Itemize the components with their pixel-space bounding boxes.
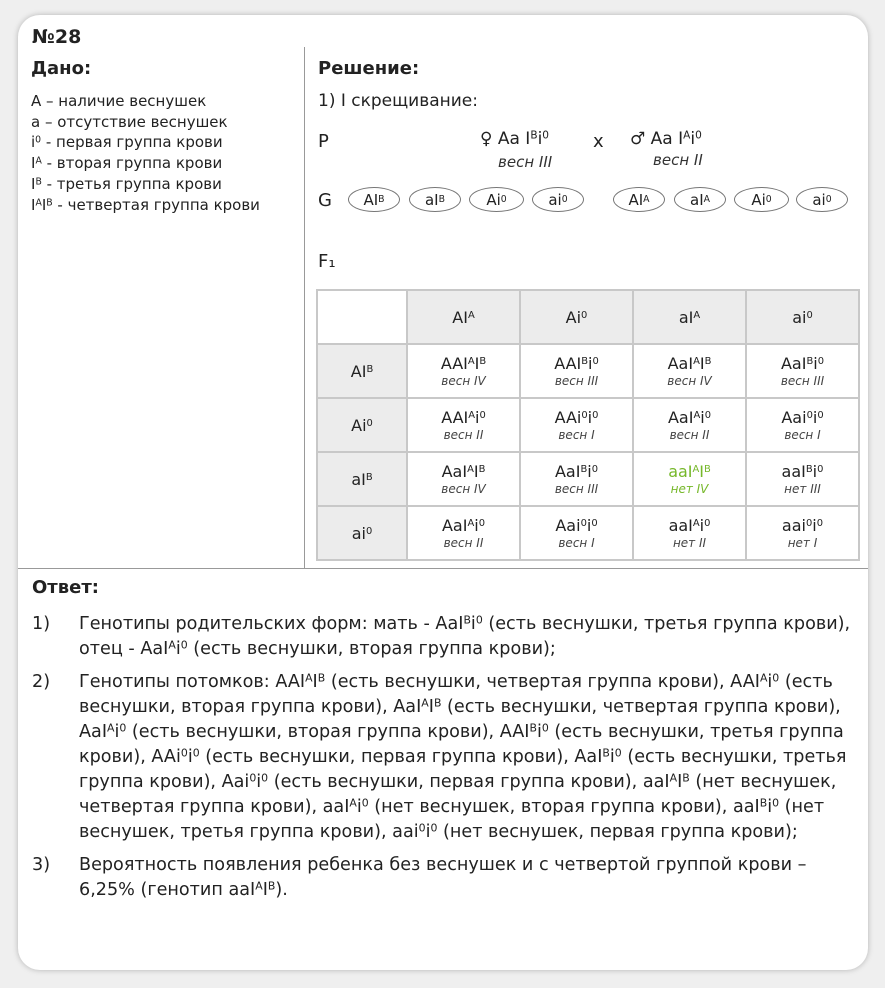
offspring-genotype: $AAi^0i^0$ xyxy=(554,408,599,427)
offspring-genotype: $Aai^0i^0$ xyxy=(781,408,824,427)
male-genotype: Aa $I^Ai^0$ xyxy=(650,129,702,149)
offspring-genotype: $aaI^AI^B$ xyxy=(668,462,711,481)
offspring-phenotype: нет II xyxy=(672,536,707,550)
offspring-genotype: $aaI^Bi^0$ xyxy=(781,462,824,481)
given-line: А – наличие веснушек xyxy=(31,92,207,110)
offspring-cell xyxy=(746,398,859,452)
offspring-cell xyxy=(520,506,633,560)
offspring-phenotype: весн IV xyxy=(441,482,486,496)
row-header: $ai^0$ xyxy=(317,506,407,560)
row-header: Ai$^0$ xyxy=(317,398,407,452)
offspring-cell xyxy=(407,344,520,398)
answer-item xyxy=(32,670,852,845)
answer-heading: Ответ: xyxy=(32,577,99,598)
offspring-cell xyxy=(746,452,859,506)
offspring-genotype: $AaI^Bi^0$ xyxy=(554,462,599,481)
offspring-genotype: $AaI^Ai^0$ xyxy=(441,516,485,535)
solution-heading: Решение: xyxy=(318,58,420,79)
offspring-phenotype: весн I xyxy=(784,428,821,442)
table-row xyxy=(317,506,859,560)
offspring-phenotype: весн IV xyxy=(667,374,712,388)
answer-divider xyxy=(18,568,868,569)
male-gamete: Ai 0 xyxy=(734,187,789,212)
offspring-genotype: $aaI^Ai^0$ xyxy=(668,516,711,535)
offspring-cell xyxy=(407,506,520,560)
offspring-phenotype: нет IV xyxy=(670,482,709,496)
given-heading: Дано: xyxy=(31,58,92,79)
answer-item xyxy=(32,612,852,662)
answer-item xyxy=(32,853,852,903)
column-header: $AI^A$ xyxy=(407,290,520,344)
offspring-cell xyxy=(520,398,633,452)
male-phenotype: весн II xyxy=(653,151,703,169)
row-header: $aI^B$ xyxy=(317,452,407,506)
answer-number: 3) xyxy=(32,855,51,875)
offspring-genotype: $AAI^AI^B$ xyxy=(440,354,487,373)
male-gamete: aI A xyxy=(674,187,726,212)
given-line: $I^B$ - третья группа крови xyxy=(31,174,222,193)
male-gamete: AI A xyxy=(613,187,665,212)
table-row xyxy=(317,452,859,506)
column-header: $aI^A$ xyxy=(633,290,746,344)
task-card xyxy=(18,15,868,970)
offspring-genotype: $AaI^AI^B$ xyxy=(667,354,712,373)
female-gamete: aI B xyxy=(409,187,461,212)
given-line: а – отсутствие веснушек xyxy=(31,112,228,131)
table-row xyxy=(317,398,859,452)
offspring-cell xyxy=(746,344,859,398)
row-header: $AI^B$ xyxy=(317,344,407,398)
male-parent xyxy=(630,129,702,149)
offspring-cell xyxy=(633,452,746,506)
male-symbol-icon: ♂ xyxy=(630,129,646,149)
offspring-phenotype: весн III xyxy=(554,374,599,388)
given-list xyxy=(31,91,260,215)
offspring-cell xyxy=(407,452,520,506)
offspring-genotype: $AAI^Bi^0$ xyxy=(554,354,599,373)
column-divider xyxy=(304,47,305,569)
offspring-phenotype: весн II xyxy=(443,428,484,442)
column-header: $ai^0$ xyxy=(746,290,859,344)
offspring-genotype: $AaI^Ai^0$ xyxy=(667,408,711,427)
offspring-cell xyxy=(746,506,859,560)
answer-text: Генотипы потомков: $AAI^AI^B$ (есть веснушки, четвертая группа крови), $AAI^Ai^0$ (есть веснушки, вторая группа крови), $AaI^AI^B$ (есть веснушки, четвертая группа крови), $AaI^Ai^0$ (есть веснушки, вторая группа крови), $AAI^Bi^0$ (есть веснушки, третья группа крови), $AAi^0i^0$ (есть веснушки, первая группа крови), $AaI^Bi^0$ (есть веснушки, третья группа крови), $Aai^0i^0$ (есть веснушки, первая группа крови), $aaI^AI^B$ (нет веснушек, четвертая группа крови), $aaI^Ai^0$ (нет веснушек, вторая группа крови), $aaI^Bi^0$ (нет веснушек, третья группа крови), $aai^0i^0$ (нет веснушек, первая группа крови); xyxy=(79,671,847,842)
offspring-genotype: $Aai^0i^0$ xyxy=(555,516,598,535)
table-row xyxy=(317,344,859,398)
offspring-cell xyxy=(407,398,520,452)
answer-text: Генотипы родительских форм: мать - $AaI^Bi^0$ (есть веснушки, третья группа крови), отец - $AaI^Ai^0$ (есть веснушки, вторая группа крови); xyxy=(79,613,851,659)
answer-text: Вероятность появления ребенка без веснушек и с четвертой группой крови – 6,25% (генотип $aaI^AI^B$). xyxy=(79,855,807,900)
offspring-phenotype: весн I xyxy=(558,536,595,550)
offspring-cell xyxy=(633,344,746,398)
offspring-phenotype: весн III xyxy=(780,374,825,388)
offspring-cell xyxy=(520,452,633,506)
female-genotype: Aa $I^Bi^0$ xyxy=(497,129,549,149)
task-number: №28 xyxy=(32,26,82,48)
female-parent xyxy=(480,129,549,149)
offspring-phenotype: весн IV xyxy=(441,374,486,388)
female-gamete: AI B xyxy=(348,187,400,212)
female-symbol-icon: ♀ xyxy=(480,129,493,149)
f1-label: F₁ xyxy=(318,251,336,272)
female-gamete: ai 0 xyxy=(532,187,584,212)
offspring-phenotype: весн I xyxy=(558,428,595,442)
offspring-genotype: $aai^0i^0$ xyxy=(781,516,824,535)
offspring-phenotype: весн II xyxy=(443,536,484,550)
given-line: $I^AI^B$ - четвертая группа крови xyxy=(31,195,260,214)
parents-label: P xyxy=(318,131,329,152)
given-line: $I^A$ - вторая группа крови xyxy=(31,154,223,173)
offspring-cell xyxy=(520,344,633,398)
given-line: $i^0$ - первая группа крови xyxy=(31,133,223,152)
male-gamete: ai 0 xyxy=(796,187,848,212)
offspring-phenotype: весн III xyxy=(554,482,599,496)
gametes-label: G xyxy=(318,190,332,211)
answer-list xyxy=(32,612,852,911)
offspring-cell xyxy=(633,506,746,560)
table-corner xyxy=(317,290,407,344)
female-gamete: Ai 0 xyxy=(469,187,524,212)
offspring-genotype: $AaI^Bi^0$ xyxy=(780,354,825,373)
offspring-genotype: $AaI^AI^B$ xyxy=(441,462,486,481)
offspring-phenotype: весн II xyxy=(669,428,710,442)
answer-number: 1) xyxy=(32,614,51,634)
offspring-genotype: $AAI^Ai^0$ xyxy=(441,408,486,427)
column-header: Ai$^0$ xyxy=(520,290,633,344)
cross-symbol: x xyxy=(593,131,604,152)
answer-number: 2) xyxy=(32,672,51,692)
cross-label: 1) I скрещивание: xyxy=(318,91,478,111)
female-phenotype: весн III xyxy=(498,153,553,171)
punnett-square xyxy=(316,289,860,561)
offspring-phenotype: нет I xyxy=(787,536,818,550)
offspring-phenotype: нет III xyxy=(784,482,821,496)
offspring-cell xyxy=(633,398,746,452)
